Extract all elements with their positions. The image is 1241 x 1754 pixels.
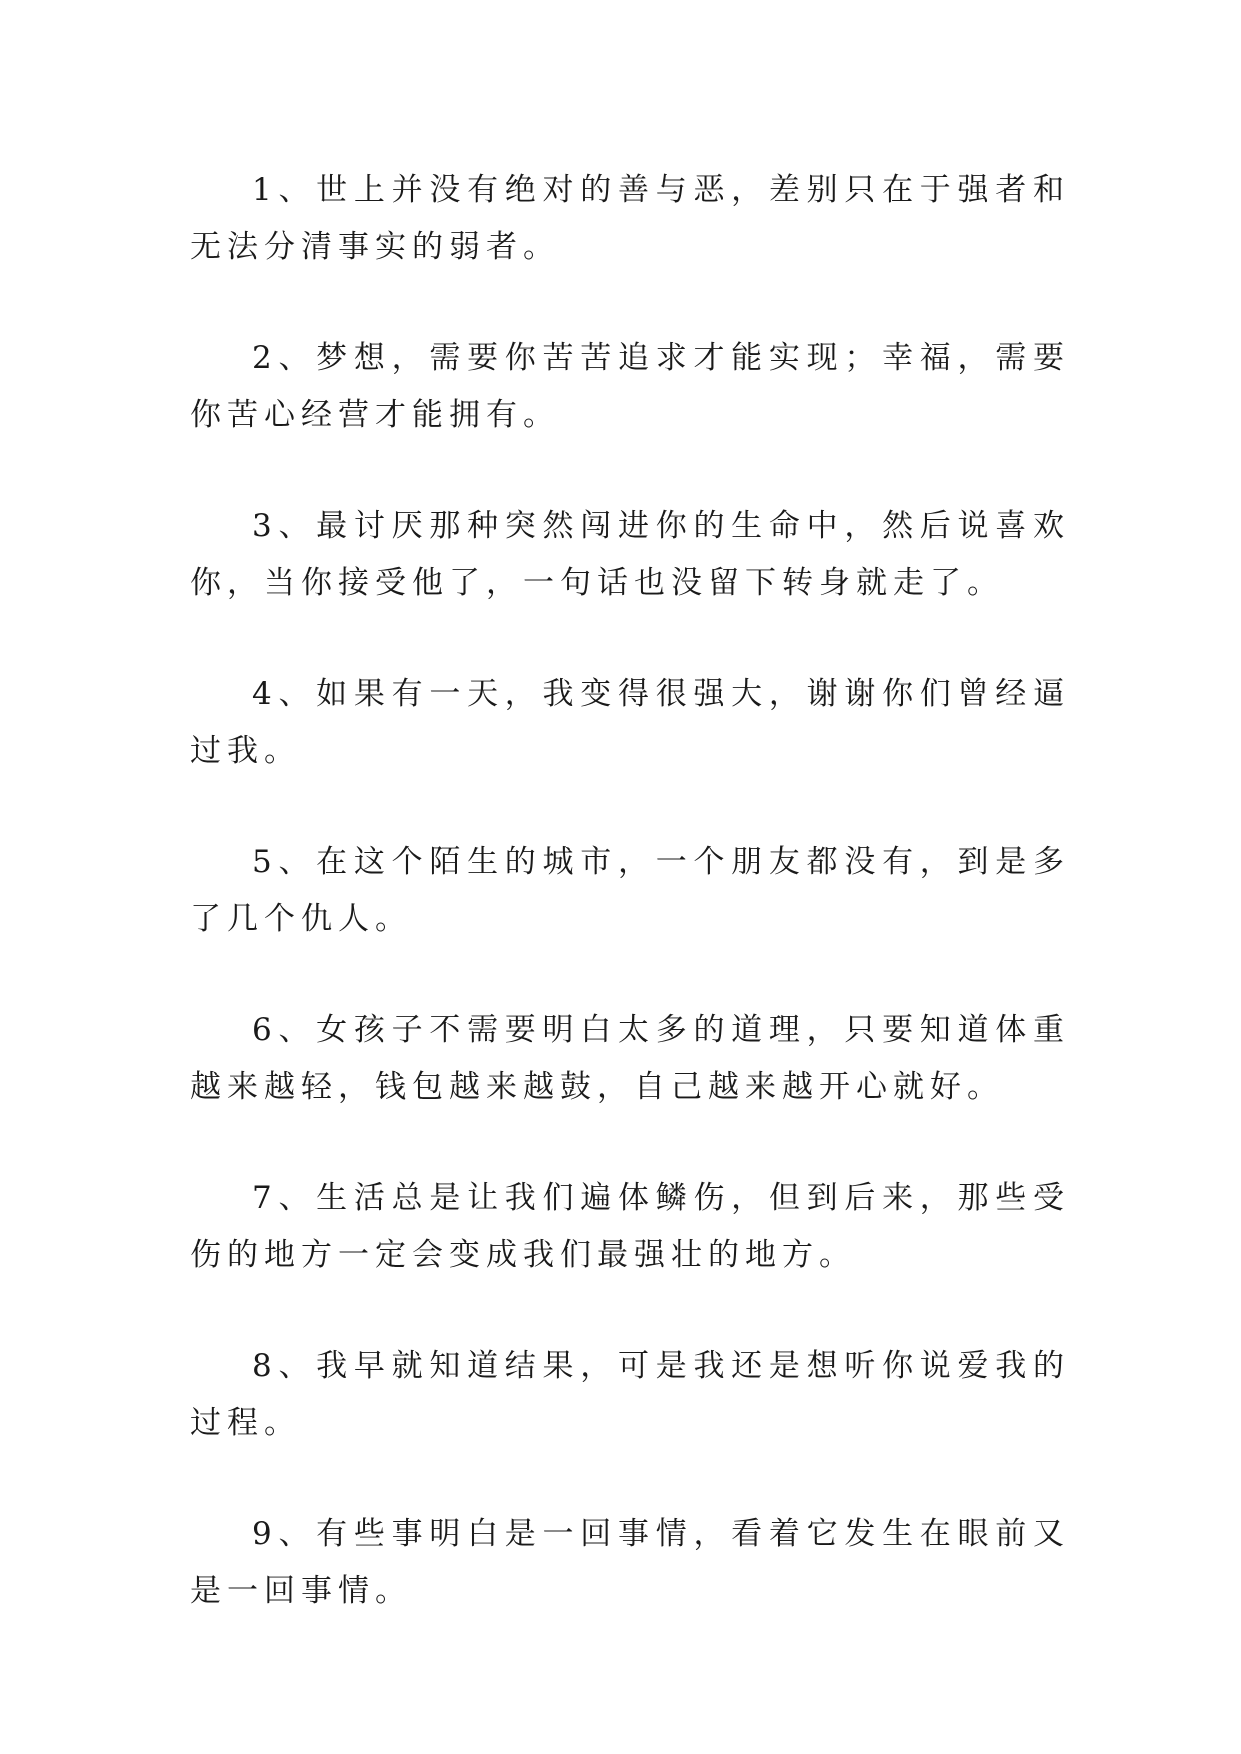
- quote-paragraph-3: 3、最讨厌那种突然闯进你的生命中，然后说喜欢你，当你接受他了，一句话也没留下转身就走了。: [190, 508, 1070, 601]
- quote-paragraph-8: 8、我早就知道结果，可是我还是想听你说爱我的过程。: [190, 1348, 1070, 1441]
- quote-paragraph-2: 2、梦想，需要你苦苦追求才能实现；幸福，需要你苦心经营才能拥有。: [190, 340, 1070, 433]
- quote-paragraph-4: 4、如果有一天，我变得很强大，谢谢你们曾经逼过我。: [190, 676, 1070, 769]
- quote-paragraph-6: 6、女孩子不需要明白太多的道理，只要知道体重越来越轻，钱包越来越鼓，自己越来越开心就好。: [190, 1012, 1070, 1105]
- document-body: [190, 162, 1070, 1674]
- quote-paragraph-7: 7、生活总是让我们遍体鳞伤，但到后来，那些受伤的地方一定会变成我们最强壮的地方。: [190, 1180, 1070, 1273]
- quote-paragraph-1: 1、世上并没有绝对的善与恶，差别只在于强者和无法分清事实的弱者。: [190, 172, 1070, 265]
- quote-paragraph-9: 9、有些事明白是一回事情，看着它发生在眼前又是一回事情。: [190, 1516, 1070, 1609]
- quote-paragraph-5: 5、在这个陌生的城市，一个朋友都没有，到是多了几个仇人。: [190, 844, 1070, 937]
